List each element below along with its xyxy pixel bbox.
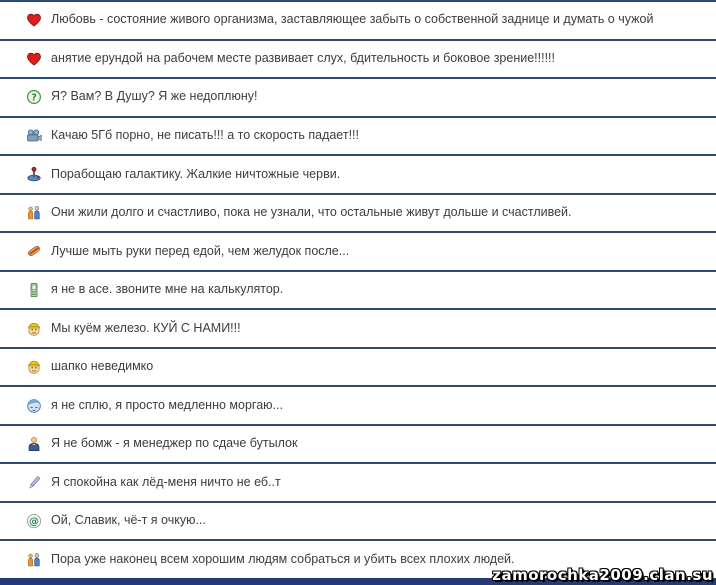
hotdog-icon <box>26 243 42 259</box>
status-text: анятие ерундой на рабочем месте развивает слух, бдительность и боковое зрение!!!!!! <box>51 50 556 65</box>
status-text: Пора уже наконец всем хорошим людям собраться и убить всех плохих людей. <box>51 551 515 566</box>
status-text: Качаю 5Гб порно, не писать!!! а то скорость падает!!! <box>51 127 359 142</box>
couple-icon <box>26 552 42 568</box>
status-row <box>0 116 716 155</box>
status-text: Мы куём железо. КУЙ С НАМИ!!! <box>51 320 241 335</box>
watermark: zamorochka2009.clan.su <box>492 566 713 584</box>
status-row <box>0 385 716 424</box>
status-row <box>0 154 716 193</box>
status-text: я не в асе. звоните мне на калькулятор. <box>51 282 284 297</box>
joystick-icon <box>26 166 42 182</box>
couple-icon <box>26 205 42 221</box>
status-text: Порабощаю галактику. Жалкие ничтожные черви. <box>51 166 341 181</box>
status-row <box>0 270 716 309</box>
status-row <box>0 501 716 540</box>
at-sign-icon <box>26 513 42 529</box>
pencil-icon <box>26 475 42 491</box>
status-text: Лучше мыть руки перед едой, чем желудок после... <box>51 243 350 258</box>
status-text: Я спокойна как лёд-меня ничто не еб..т <box>51 474 281 489</box>
movie-camera-icon <box>26 128 42 144</box>
status-text: Они жили долго и счастливо, пока не узнали, что остальные живут дольше и счастливей. <box>51 205 572 220</box>
status-text: я не сплю, я просто медленно моргаю... <box>51 397 283 412</box>
status-text: Я? Вам? В Душу? Я же недоплюну! <box>51 89 258 104</box>
status-row <box>0 39 716 78</box>
heart-icon <box>26 12 42 28</box>
status-row <box>0 0 716 39</box>
businessman-icon <box>26 436 42 452</box>
status-text: Любовь - состояние живого организма, заставляющее забыть о собственной заднице и думать о чужой <box>51 12 654 27</box>
status-row <box>0 347 716 386</box>
status-row <box>0 231 716 270</box>
status-row <box>0 193 716 232</box>
status-text: Я не бомж - я менеджер по сдаче бутылок <box>51 436 298 451</box>
status-text: шапко неведимко <box>51 359 154 374</box>
mobile-phone-icon <box>26 282 42 298</box>
builder-smiley-icon <box>26 359 42 375</box>
status-text: Ой, Славик, чё-т я очкую... <box>51 513 206 528</box>
heart-icon <box>26 51 42 67</box>
sleeping-face-icon <box>26 398 42 414</box>
status-row <box>0 424 716 463</box>
status-row <box>0 462 716 501</box>
builder-smiley-icon <box>26 321 42 337</box>
question-smiley-icon <box>26 89 42 105</box>
status-row <box>0 308 716 347</box>
status-row <box>0 77 716 116</box>
